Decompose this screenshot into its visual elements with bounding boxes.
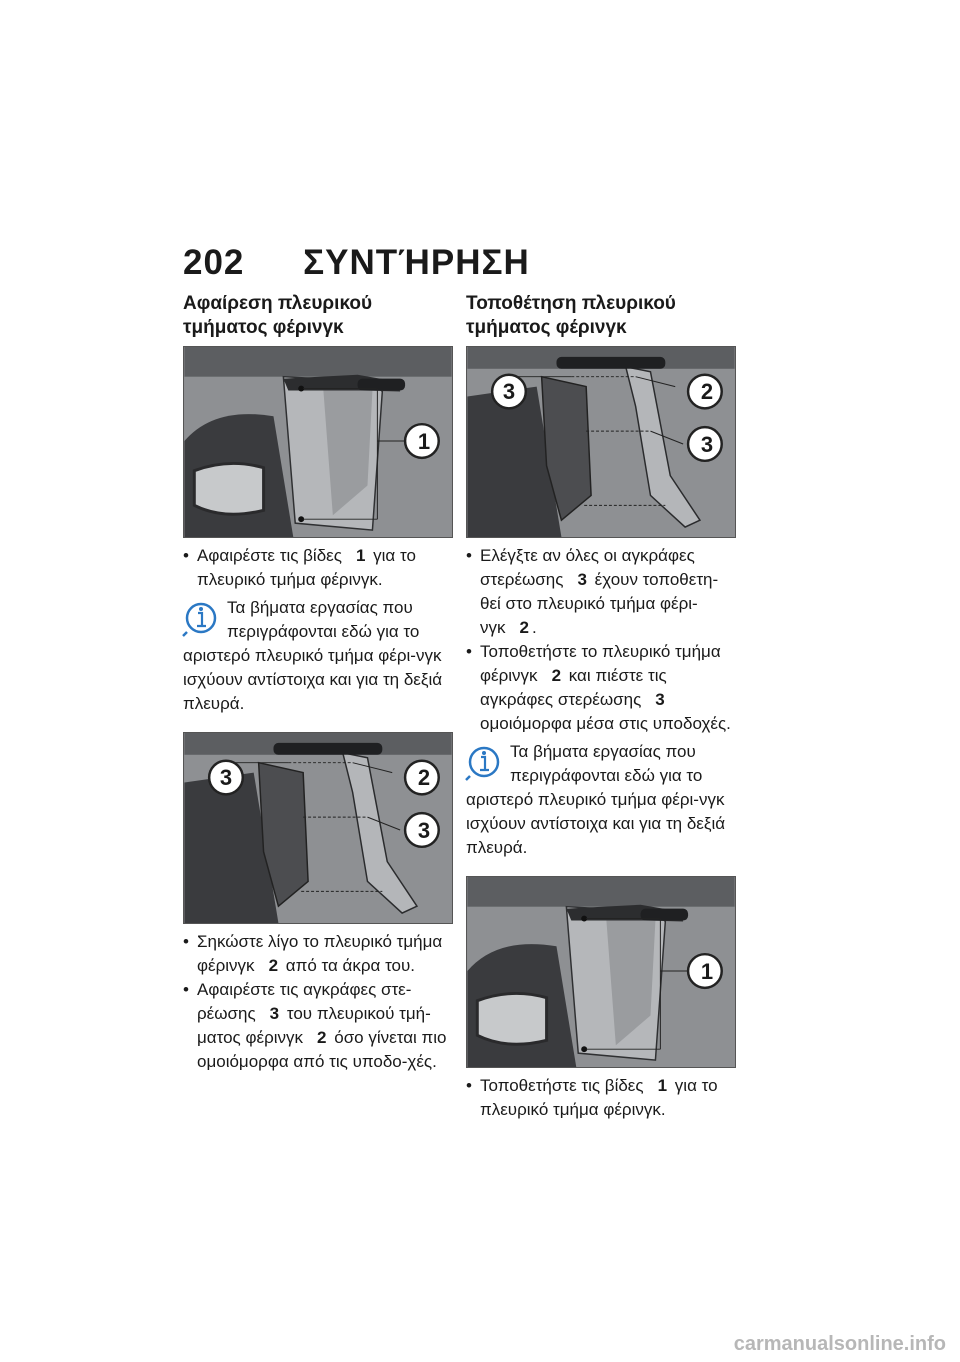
info-icon: [464, 740, 506, 782]
step-lift-fairing: • Σηκώστε λίγο το πλευρικό τμήμα φέρινγκ 2 από τα άκρα του.: [183, 932, 443, 975]
callout-3-left: 3: [502, 379, 516, 404]
right-column: [466, 292, 736, 1122]
step-remove-screws: • Αφαιρέστε τις βίδες 1 για το πλευρικό τμήμα φέρινγκ.: [183, 546, 416, 589]
page-number: 202: [183, 243, 245, 282]
callout-1: 1: [417, 429, 431, 454]
installation-heading: Τοποθέτηση πλευρικού τμήματος φέρινγκ: [466, 293, 676, 338]
figure-install-screws: [466, 876, 736, 1068]
figure-install-clips: [466, 346, 736, 538]
left-column: [183, 292, 453, 1074]
callout-1: 1: [700, 959, 714, 984]
step-check-clips: • Ελέγξτε αν όλες οι αγκράφες στερέωσης 3 έχουν τοποθετη-θεί στο πλευρικό τμήμα φέρι-νγκ 2 .: [466, 546, 719, 637]
callout-3-right: 3: [417, 818, 431, 843]
removal-heading: Αφαίρεση πλευρικού τμήματος φέρινγκ: [183, 293, 373, 338]
figure-removal-clips: [183, 732, 453, 924]
callout-2: 2: [417, 765, 431, 790]
figure-removal-screws: [183, 346, 453, 538]
info-note: Τα βήματα εργασίας που περιγράφονται εδώ για το αριστερό πλευρικό τμήμα φέρι-νγκ ισχύουν αντίστοιχα και για τη δεξιά πλευρά.: [466, 742, 726, 857]
step-install-screws: • Τοποθετήστε τις βίδες 1 για το πλευρικό τμήμα φέρινγκ.: [466, 1076, 718, 1119]
callout-3-left: 3: [219, 765, 233, 790]
info-note: Τα βήματα εργασίας που περιγράφονται εδώ για το αριστερό πλευρικό τμήμα φέρι-νγκ ισχύουν αντίστοιχα και για τη δεξιά πλευρά.: [183, 598, 443, 713]
step-remove-clips: • Αφαιρέστε τις αγκράφες στε-ρέωσης 3 του πλευρικού τμή-ματος φέρινγκ 2 όσο γίνεται πιο ομοιόμορφα από τις υποδο-χές.: [183, 980, 447, 1071]
callout-2: 2: [700, 379, 714, 404]
section-title: ΣΥΝΤΉΡΗΣΗ: [303, 243, 530, 282]
watermark: carmanualsonline.info: [733, 1333, 946, 1355]
step-fit-fairing: • Τοποθετήστε το πλευρικό τμήμα φέρινγκ 2 και πιέστε τις αγκράφες στερέωσης 3 ομοιόμορφα μέσα στις υποδοχές.: [466, 642, 731, 733]
callout-3-right: 3: [700, 432, 714, 457]
info-icon: [181, 596, 223, 638]
page-header: [183, 243, 530, 283]
